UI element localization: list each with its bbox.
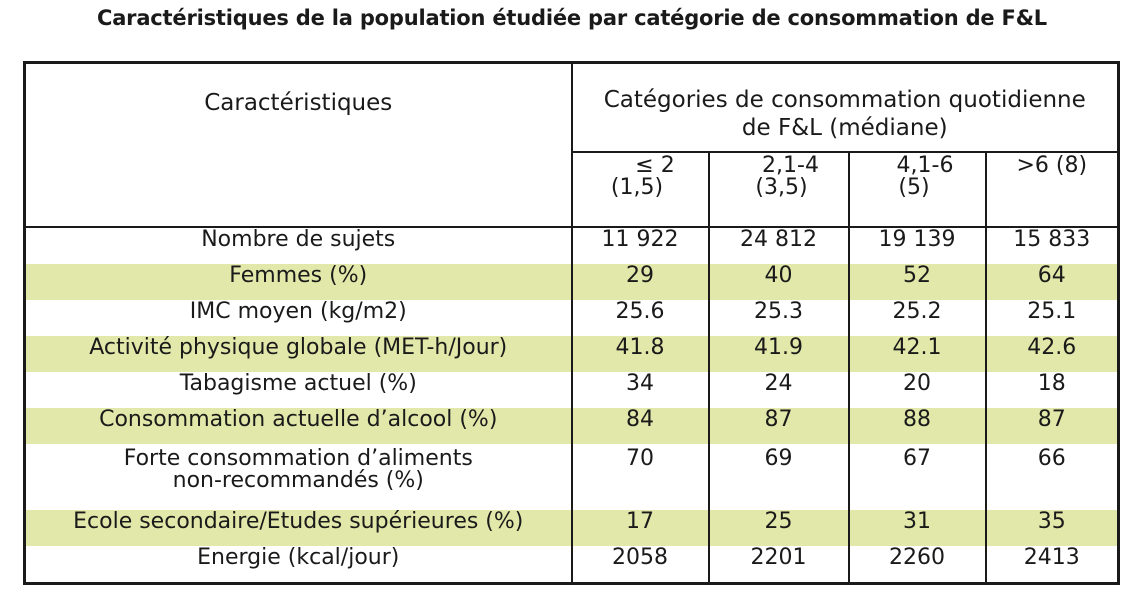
cell-value: 25.1	[986, 300, 1119, 336]
category-header-4	[986, 152, 1119, 227]
cell-value: 2058	[572, 546, 709, 584]
cell-value: 31	[849, 510, 986, 546]
row-label: Nombre de sujets	[25, 227, 572, 264]
row-label-line1: Forte consommation d’aliments	[123, 446, 473, 471]
row-label: Tabagisme actuel (%)	[25, 372, 572, 408]
cell-value: 42.6	[986, 336, 1119, 372]
cell-value: 19 139	[849, 227, 986, 264]
category-range: 4,1-6	[896, 153, 954, 178]
category-header-1	[572, 152, 709, 227]
cell-value: 24	[709, 372, 849, 408]
header-characteristics: Caractéristiques	[25, 63, 572, 228]
row-label: Consommation actuelle d’alcool (%)	[25, 408, 572, 444]
cell-value: 17	[572, 510, 709, 546]
cell-value: 29	[572, 264, 709, 300]
category-median: (1,5)	[610, 175, 664, 200]
cell-value: 84	[572, 408, 709, 444]
header-categories	[572, 63, 1119, 153]
cell-value: 70	[572, 444, 709, 510]
table-row	[25, 372, 1119, 408]
cell-value: 25	[709, 510, 849, 546]
header-categories-line1: Catégories de consommation quotidienne	[603, 87, 1086, 113]
cell-value: 42.1	[849, 336, 986, 372]
cell-value: 24 812	[709, 227, 849, 264]
table-row	[25, 408, 1119, 444]
row-label-line2: non-recommandés (%)	[172, 468, 424, 493]
category-header-2	[709, 152, 849, 227]
cell-value: 40	[709, 264, 849, 300]
row-label	[25, 444, 572, 510]
cell-value: 35	[986, 510, 1119, 546]
row-label: Energie (kcal/jour)	[25, 546, 572, 584]
cell-value: 69	[709, 444, 849, 510]
table-row	[25, 264, 1119, 300]
cell-value: 25.6	[572, 300, 709, 336]
characteristics-table	[23, 61, 1120, 585]
cell-value: 34	[572, 372, 709, 408]
category-range: 2,1-4	[762, 153, 819, 178]
header-categories-line2: de F&L (médiane)	[741, 115, 948, 141]
row-label: Femmes (%)	[25, 264, 572, 300]
category-range: >6 (8)	[1016, 153, 1088, 178]
cell-value: 52	[849, 264, 986, 300]
row-label: Activité physique globale (MET-h/Jour)	[25, 336, 572, 372]
table-row	[25, 546, 1119, 584]
table-row	[25, 444, 1119, 510]
cell-value: 11 922	[572, 227, 709, 264]
cell-value: 87	[709, 408, 849, 444]
row-label: Ecole secondaire/Etudes supérieures (%)	[25, 510, 572, 546]
table-row	[25, 510, 1119, 546]
table-row	[25, 300, 1119, 336]
table-row	[25, 336, 1119, 372]
cell-value: 66	[986, 444, 1119, 510]
category-median: (5)	[898, 175, 930, 200]
cell-value: 2260	[849, 546, 986, 584]
cell-value: 41.8	[572, 336, 709, 372]
cell-value: 18	[986, 372, 1119, 408]
cell-value: 41.9	[709, 336, 849, 372]
table-row	[25, 227, 1119, 264]
cell-value: 67	[849, 444, 986, 510]
cell-value: 88	[849, 408, 986, 444]
cell-value: 2201	[709, 546, 849, 584]
row-label: IMC moyen (kg/m2)	[25, 300, 572, 336]
cell-value: 2413	[986, 546, 1119, 584]
cell-value: 20	[849, 372, 986, 408]
category-header-3	[849, 152, 986, 227]
cell-value: 25.3	[709, 300, 849, 336]
category-median: (3,5)	[755, 175, 808, 200]
table-title: Caractéristiques de la population étudiée par catégorie de consommation de F&L	[97, 6, 1047, 30]
category-range: ≤ 2	[635, 153, 675, 178]
cell-value: 87	[986, 408, 1119, 444]
cell-value: 64	[986, 264, 1119, 300]
cell-value: 15 833	[986, 227, 1119, 264]
cell-value: 25.2	[849, 300, 986, 336]
